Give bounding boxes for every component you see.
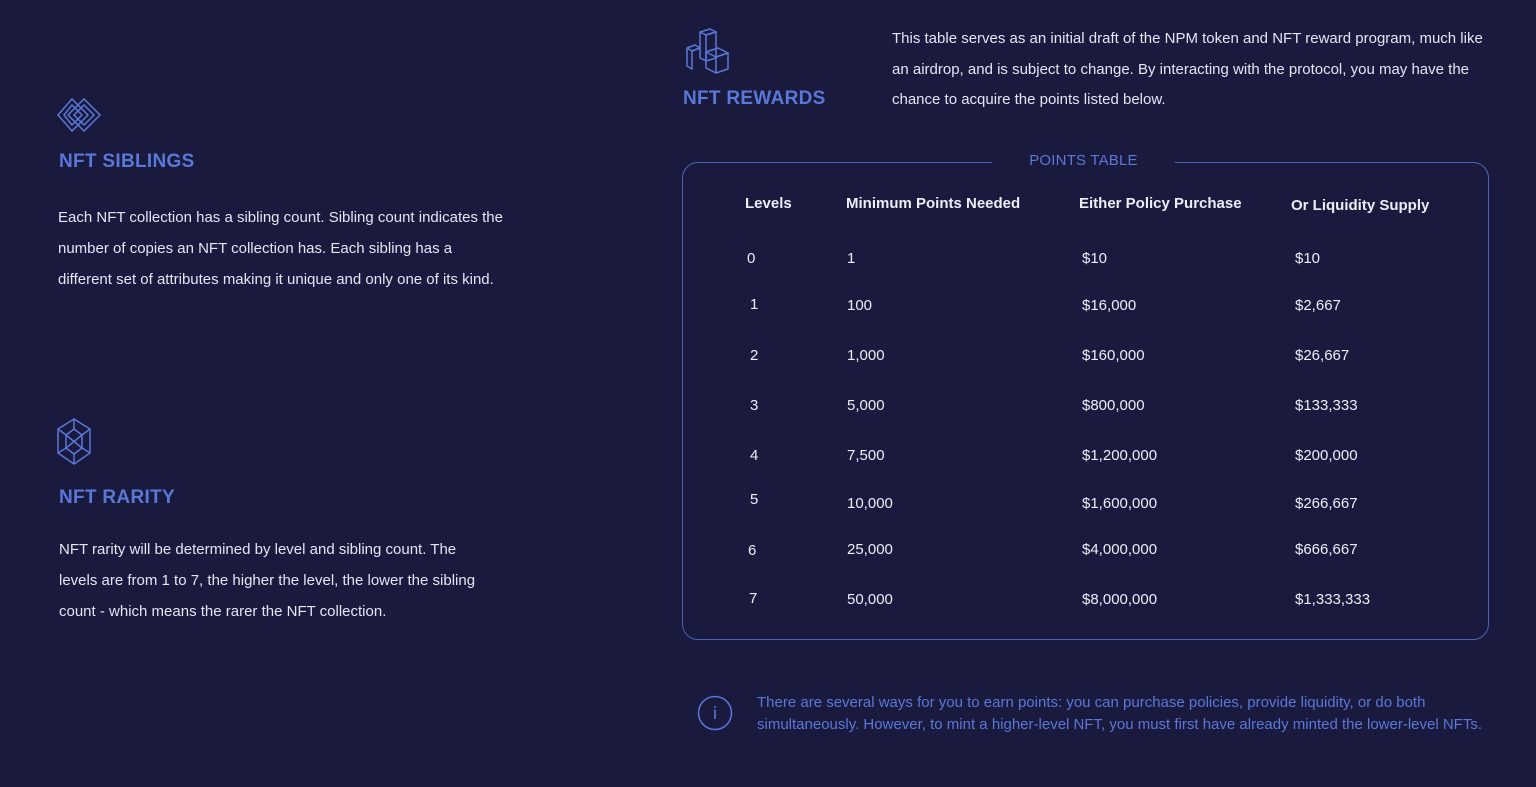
stacked-cubes-icon bbox=[684, 28, 732, 76]
cell-policy-purchase: $16,000 bbox=[1082, 297, 1137, 314]
points-table-caption: POINTS TABLE bbox=[992, 151, 1175, 171]
interlocking-diamonds-icon bbox=[56, 96, 106, 134]
cell-level: 2 bbox=[750, 347, 759, 364]
header-levels: Levels bbox=[745, 195, 792, 212]
cell-policy-purchase: $1,200,000 bbox=[1082, 447, 1158, 464]
siblings-description: Each NFT collection has a sibling count. Sibling count indicates the number of copies an NFT collection has. Each sibling has a different set of attributes making it unique and only one of its kind. bbox=[58, 209, 503, 288]
cell-level: 4 bbox=[750, 447, 759, 464]
cell-policy-purchase: $1,600,000 bbox=[1082, 495, 1158, 512]
cell-min-points: 100 bbox=[847, 297, 873, 314]
info-icon bbox=[697, 695, 733, 731]
cell-liquidity-supply: $10 bbox=[1295, 250, 1321, 267]
rarity-description: NFT rarity will be determined by level and sibling count. The levels are from 1 to 7, the higher the level, the lower the sibling count - which means the rarer the NFT collection. bbox=[59, 541, 476, 620]
cell-min-points: 10,000 bbox=[847, 495, 893, 512]
info-glyph: i bbox=[712, 704, 718, 724]
cell-policy-purchase: $8,000,000 bbox=[1082, 591, 1158, 608]
cell-min-points: 25,000 bbox=[847, 541, 893, 558]
rewards-description: This table serves as an initial draft of the NPM token and NFT reward program, much like an airdrop, and is subject to change. By interacting with the protocol, you may have the chance to acquire the points listed below. bbox=[892, 30, 1483, 108]
cell-level: 0 bbox=[747, 250, 756, 267]
gem-icon bbox=[55, 417, 93, 467]
cell-liquidity-supply: $200,000 bbox=[1295, 447, 1358, 464]
header-minimum-points: Minimum Points Needed bbox=[846, 195, 1021, 212]
cell-min-points: 50,000 bbox=[847, 591, 893, 608]
cell-policy-purchase: $160,000 bbox=[1082, 347, 1145, 364]
siblings-title: NFT SIBLINGS bbox=[59, 151, 195, 172]
rewards-title: NFT REWARDS bbox=[683, 88, 826, 109]
cell-level: 3 bbox=[750, 397, 759, 414]
cell-policy-purchase: $800,000 bbox=[1082, 397, 1145, 414]
cell-min-points: 1 bbox=[847, 250, 856, 267]
header-policy-purchase: Either Policy Purchase bbox=[1079, 195, 1242, 212]
cell-liquidity-supply: $666,667 bbox=[1295, 541, 1358, 558]
header-liquidity-supply: Or Liquidity Supply bbox=[1291, 197, 1430, 214]
cell-level: 6 bbox=[748, 542, 757, 559]
cell-min-points: 5,000 bbox=[847, 397, 885, 414]
cell-level: 1 bbox=[750, 296, 759, 313]
cell-min-points: 7,500 bbox=[847, 447, 885, 464]
cell-liquidity-supply: $26,667 bbox=[1295, 347, 1350, 364]
cell-liquidity-supply: $1,333,333 bbox=[1295, 591, 1371, 608]
cell-level: 7 bbox=[749, 590, 758, 607]
cell-liquidity-supply: $266,667 bbox=[1295, 495, 1358, 512]
cell-policy-purchase: $4,000,000 bbox=[1082, 541, 1158, 558]
cell-policy-purchase: $10 bbox=[1082, 250, 1108, 267]
info-text: There are several ways for you to earn points: you can purchase policies, provide liquidity, or do both simultaneously. However, to mint a higher-level NFT, you must first have already minted the lower-level NFTs. bbox=[757, 694, 1483, 733]
cell-min-points: 1,000 bbox=[847, 347, 885, 364]
cell-liquidity-supply: $2,667 bbox=[1295, 297, 1341, 314]
cell-liquidity-supply: $133,333 bbox=[1295, 397, 1358, 414]
cell-level: 5 bbox=[750, 491, 759, 508]
rarity-title: NFT RARITY bbox=[59, 487, 175, 508]
